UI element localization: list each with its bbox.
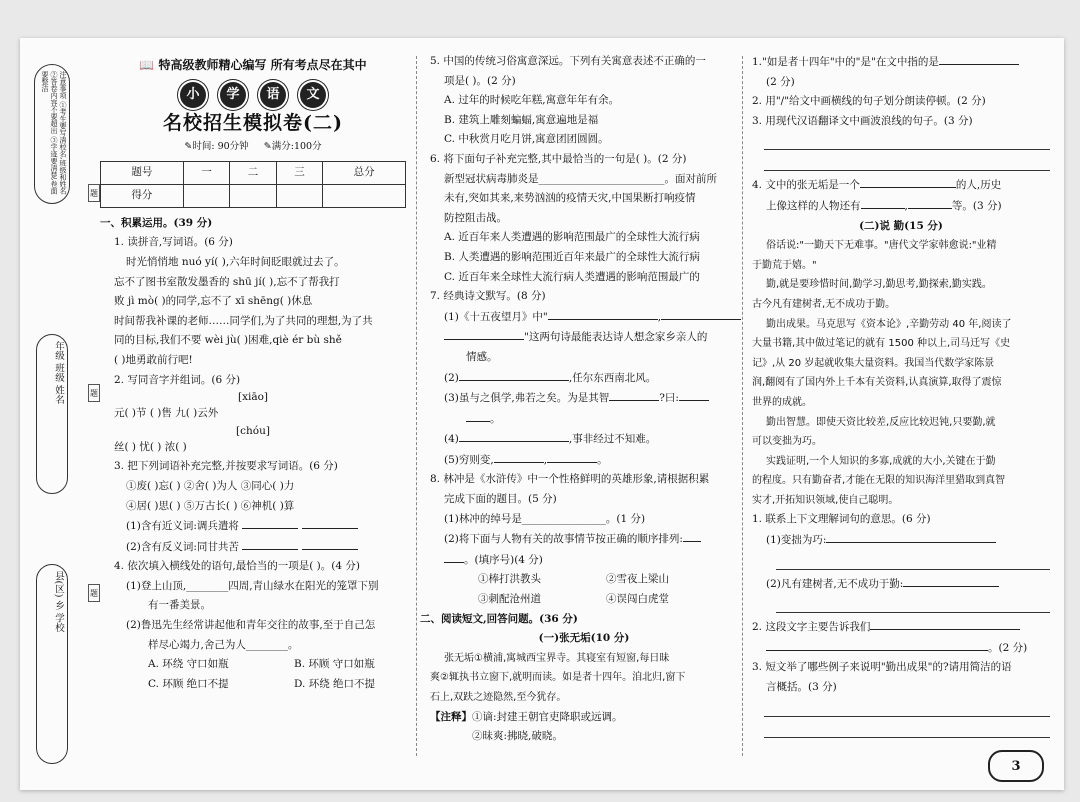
answer-line[interactable] — [776, 596, 1050, 613]
page-title: 名校招生模拟卷(二) — [163, 111, 343, 134]
score-header-cell: 一 — [183, 161, 230, 184]
passage-line: 大量书籍,其中做过笔记的就有 1500 种以上,司马迁写《史 — [752, 338, 1011, 350]
question: 1."如是者十四年"中的"是"在文中指的是 — [752, 52, 1050, 73]
question-line: 。(2 分) — [752, 638, 1050, 659]
question-line: 时间帮我补课的老师……同学们,为了共同的理想,为了共 — [114, 314, 373, 327]
answer-line[interactable] — [764, 721, 1050, 738]
score-input-cell[interactable] — [183, 184, 230, 207]
question: 4. 文中的张无垢是一个 的人,历史 — [752, 175, 1050, 196]
question-line: 。(填序号)(4 分) — [430, 550, 738, 571]
question-line: (2) ,任尔东西南北风。 — [430, 368, 738, 389]
question-line: 元( )节 ( )售 九( )云外 — [114, 407, 219, 420]
passage-line: 勤出智慧。即使天资比较差,反应比较迟钝,只要勤,就 — [766, 416, 996, 428]
option: ④误闯白虎堂 — [606, 593, 669, 606]
question-line: 。 — [430, 409, 738, 430]
column-2 — [420, 52, 738, 747]
exam-sheet — [20, 38, 1064, 790]
question-line: (2)含有反义词:同甘共苦 — [100, 537, 406, 558]
passage-line: 张无垢①横浦,寓城西宝界寺。其寝室有短窗,每日昧 — [444, 652, 670, 664]
option: ①棒打洪教头 — [478, 573, 541, 586]
option: D. 环绕 绝口不提 — [294, 677, 376, 690]
question: 1. 联系上下文理解词句的意思。(6 分) — [752, 513, 931, 526]
question-line: 新型冠状病毒肺炎是________________________。面对前所 — [444, 172, 717, 185]
option: A. 近百年来人类遭遇的影响范围最广的全球性大流行病 — [444, 231, 700, 244]
passage-line: 古今凡有建树者,无不成功于勤。 — [752, 298, 896, 310]
binding-sidebar — [30, 64, 98, 764]
question: 2. 这段文字主要告诉我们 — [752, 617, 1050, 638]
subject-char: 文 — [300, 82, 326, 108]
question-line: (1)登上山顶,________四周,青山绿水在阳光的笼罩下别 — [126, 579, 379, 592]
question: 8. 林冲是《水浒传》中一个性格鲜明的英雄形象,请根据积累 — [430, 473, 710, 486]
question-line: ④居( )思( ) ⑤万古长( ) ⑥神机( )算 — [126, 499, 295, 512]
county-school-field: 县(区) 乡 学校 — [36, 564, 68, 764]
reading-title: (二)说 勤(15 分) — [859, 219, 943, 232]
pinyin-label: [chóu] — [236, 424, 270, 437]
question: 3. 把下列词语补充完整,并按要求写词语。(6 分) — [114, 460, 338, 473]
score-table — [100, 161, 406, 208]
question-line: (2)将下面与人物有关的故事情节按正确的顺序排列: — [430, 529, 738, 550]
question-line: 同的目标,我们不要 wèi jù( )困难,qiè ér bù shě — [114, 334, 342, 347]
pencil-icon: ✎ — [263, 141, 272, 153]
score-header-cell: 二 — [230, 161, 277, 184]
question: 6. 将下面句子补充完整,其中最恰当的一句是( )。(2 分) — [430, 152, 687, 165]
passage-line: 润,翻阅有了国内外上千本有关资料,认真演算,取得了震惊 — [752, 377, 1002, 389]
passage-line: 实才,开拓知识领域,使自己聪明。 — [752, 494, 899, 506]
option: ③刺配沧州道 — [478, 593, 541, 606]
subject-char: 学 — [220, 82, 246, 108]
score-header-cell: 题号 — [101, 161, 184, 184]
question-line: (1)《十五夜望月》中" , — [430, 307, 738, 328]
question-line: 项是( )。(2 分) — [444, 74, 516, 87]
column-divider — [416, 56, 417, 756]
answer-line[interactable] — [764, 133, 1050, 150]
question-line: 上像这样的人物还有 , 等。(3 分) — [752, 196, 1050, 217]
question-line: "这两句诗最能表达诗人想念家乡亲人的 — [430, 327, 738, 348]
passage-line: 俗话说:"一勤天下无难事。"唐代文学家韩愈说:"业精 — [766, 240, 997, 252]
passage-line: 石上,双趺之迹隐然,至今犹存。 — [430, 692, 567, 703]
annotation-line: 【注释】①谪:封建王朝官吏降职或远调。 — [430, 710, 623, 723]
question-line: (1)变拙为巧: — [752, 530, 1050, 551]
clock-icon: ✎ — [184, 141, 193, 153]
option: A. 过年的时候吃年糕,寓意年年有余。 — [444, 94, 620, 107]
margin-tag: 题 — [88, 184, 100, 202]
option: C. 中秋赏月吃月饼,寓意团团圆圆。 — [444, 133, 609, 146]
book-icon: 📖 — [139, 58, 159, 72]
exam-meta: ✎时间: 90分钟 ✎满分:100分 — [184, 141, 322, 153]
option-row — [430, 570, 738, 590]
passage-line: 的程度。只有勤奋者,才能在无限的知识海洋里猎取到真智 — [752, 475, 1006, 487]
section-heading: 二、阅读短文,回答问题。(36 分) — [420, 612, 578, 625]
question-line: ( )地勇敢前行吧! — [114, 353, 193, 366]
subject-badges — [100, 82, 406, 108]
passage-line: 记》,从 20 岁起就收集大量资料。我国当代数学家陈景 — [752, 357, 995, 369]
option-row — [100, 655, 406, 675]
option: A. 环绕 守口如瓶 — [148, 658, 229, 671]
score-header-cell: 总分 — [323, 161, 406, 184]
question-line: 时光悄悄地 nuó yí( ),六年时间眨眼就过去了。 — [126, 255, 345, 268]
option-row — [430, 590, 738, 610]
question: 2. 用"/"给文中画横线的句子划分朗读停顿。(2 分) — [752, 95, 986, 108]
answer-line[interactable] — [776, 553, 1050, 570]
option: B. 建筑上雕刻蝙蝠,寓意遍地是福 — [444, 113, 599, 126]
question-line: (1)含有近义词:调兵遣将 — [100, 516, 406, 537]
passage-line: 可以变拙为巧。 — [752, 436, 822, 448]
option-row — [100, 675, 406, 695]
question-line: 言概括。(3 分) — [766, 681, 837, 694]
question-line: 防控阻击战。 — [444, 211, 507, 224]
option: B. 人类遭遇的影响范围近百年来最广的全球性大流行病 — [444, 250, 700, 263]
question: 4. 依次填入横线处的语句,最恰当的一项是( )。(4 分) — [114, 560, 360, 573]
annotation-line: ②昧爽:拂晓,破晓。 — [472, 730, 563, 743]
question-line: (1)林冲的绰号是________________。(1 分) — [444, 512, 646, 525]
column-divider — [742, 56, 743, 756]
question-line: 忘不了图书室散发墨香的 shū jí( ),忘不了帮我打 — [114, 275, 340, 288]
subject-char: 小 — [180, 82, 206, 108]
option: ②雪夜上梁山 — [606, 573, 669, 586]
score-input-cell[interactable] — [230, 184, 277, 207]
pinyin-label: [xiāo] — [237, 391, 269, 404]
question-line: 丝( ) 忧( ) 浓( ) — [114, 440, 187, 453]
question-line: (3)虽与之俱学,弗若之矣。为是其智 ?曰: — [430, 388, 738, 409]
page-number: 3 — [988, 750, 1044, 782]
question-line: (4) ,事非经过不知难。 — [430, 429, 738, 450]
question-line: (2)鲁迅先生经常讲起他和青年交往的故事,至于自己怎 — [126, 619, 376, 632]
reading-title: (一)张无垢(10 分) — [538, 632, 630, 645]
score-header-cell: 三 — [276, 161, 323, 184]
question: 7. 经典诗文默写。(8 分) — [430, 290, 546, 303]
score-row-label: 得分 — [101, 184, 184, 207]
subject-char: 语 — [260, 82, 286, 108]
question-line: 完成下面的题目。(5 分) — [444, 493, 557, 506]
passage-line: 实践证明,一个人知识的多寡,成就的大小,关键在于勤 — [766, 455, 996, 467]
passage-line: 世界的成就。 — [752, 396, 812, 408]
question: 5. 中国的传统习俗寓意深远。下列有关寓意表述不正确的一 — [430, 55, 706, 67]
passage-line: 勤,就是要珍惜时间,勤学习,勤思考,勤探索,勤实践。 — [766, 279, 992, 291]
question-line: ①废( )忘( ) ②舍( )为人 ③同心( )力 — [126, 479, 295, 492]
margin-tag: 题 — [88, 584, 100, 602]
passage-line: 爽②辄执书立窗下,就明而读。如是者十四年。洎北归,窗下 — [430, 672, 686, 684]
column-1 — [100, 52, 406, 694]
question: 1. 读拼音,写词语。(6 分) — [114, 236, 233, 249]
option: C. 环顾 绝口不提 — [148, 677, 229, 690]
question: 3. 用现代汉语翻译文中画波浪线的句子。(3 分) — [752, 114, 973, 127]
question-line: 有一番美景。 — [148, 599, 211, 612]
margin-tag: 题 — [88, 384, 100, 402]
question: 3. 短文举了哪些例子来说明"勤出成果"的?请用简洁的语 — [752, 661, 1012, 674]
passage-line: 勤出成果。马克思写《资本论》,辛勤劳动 40 年,阅读了 — [766, 318, 1012, 330]
question-line: 情感。 — [466, 350, 498, 363]
section-heading: 一、积累运用。(39 分) — [100, 216, 213, 229]
question-line: (2)凡有建树者,无不成功于勤: — [752, 574, 1050, 595]
question-line: 样尽心竭力,舍己为人________。 — [148, 638, 299, 651]
score-input-cell[interactable] — [323, 184, 406, 207]
option: C. 近百年来全球性大流行病人类遭遇的影响范围最广的 — [444, 270, 700, 283]
question-line: 败 jì mò( )的同学,忘不了 xī shēng( )休息 — [114, 295, 313, 308]
answer-line[interactable] — [764, 154, 1050, 171]
notes-box: 注意事项 ①考生要写清校名,班级和姓名 ②答卷内容不要超出 ③字迹要清楚,卷面要整洁 — [34, 64, 70, 204]
question-line: 未有,突如其来,来势汹汹的疫情天灾,中国果断打响疫情 — [444, 192, 696, 205]
option: B. 环顾 守口如瓶 — [294, 658, 375, 671]
header-banner: 📖 特高级教师精心编写 所有考点尽在其中 — [139, 58, 367, 72]
question-line: (5)穷则变, , 。 — [430, 450, 738, 471]
passage-line: 于勤荒于嬉。" — [752, 259, 817, 271]
score-input-cell[interactable] — [276, 184, 323, 207]
grade-class-name-field: 年级 班级 姓名 — [36, 334, 68, 494]
passage — [752, 236, 1050, 510]
question: 2. 写同音字并组词。(6 分) — [114, 373, 241, 386]
column-3 — [752, 52, 1050, 742]
question-line: (2 分) — [766, 75, 795, 88]
answer-line[interactable] — [764, 700, 1050, 717]
